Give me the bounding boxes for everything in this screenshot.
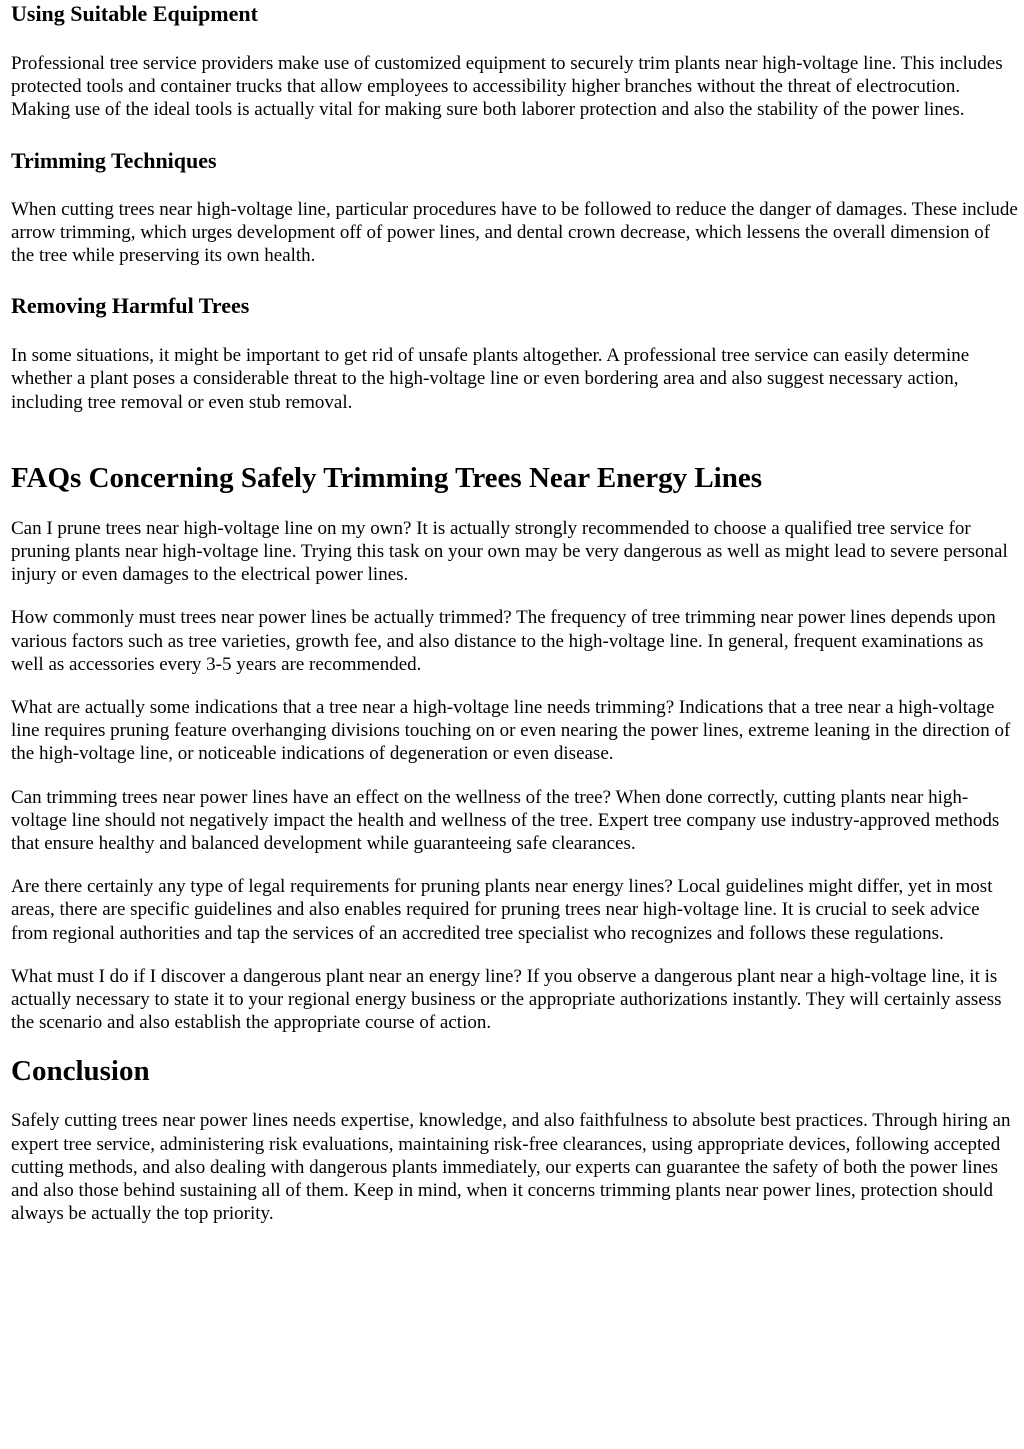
section-paragraph-equipment: Professional tree service providers make use of customized equipment to securely trim plants near high-voltage line. This includes protected tools and container trucks that allow employees to accessibility higher branches without the threat of electrocution. Making use of the ideal tools is actually vital for making sure both laborer protection and also the stability of the power lines. <box>11 53 1003 121</box>
conclusion-paragraph: Safely cutting trees near power lines needs expertise, knowledge, and also faithfulness to absolute best practices. Through hiring an expert tree service, administering risk evaluations, maintaining risk-free clearances, using appropriate devices, following accepted cutting methods, and also dealing with dangerous plants immediately, our experts can guarantee the safety of both the power lines and also those behind sustaining all of them. Keep in mind, when it concerns trimming plants near power lines, protection should always be actually the top priority. <box>11 1110 1011 1225</box>
section-paragraph-removing: In some situations, it might be important to get rid of unsafe plants altogether. A professional tree service can easily determine whether a plant poses a considerable threat to the high-voltage line or even bordering area and also suggest necessary action, including tree removal or even stub removal. <box>11 345 970 413</box>
faq-item: What are actually some indications that a tree near a high-voltage line needs trimming? Indications that a tree near a high-voltage line requires pruning feature overhanging divisions touching on or even nearing the power lines, extreme leaning in the direction of the high-voltage line, or noticeable indications of degeneration or even disease. <box>11 697 1011 765</box>
faq-item: Can I prune trees near high-voltage line on my own? It is actually strongly recommended to choose a qualified tree service for pruning plants near high-voltage line. Trying this task on your own may be very dangerous as well as might lead to severe personal injury or even damages to the electrical power lines. <box>11 517 1008 586</box>
faq-item: What must I do if I discover a dangerous plant near an energy line? If you observe a dangerous plant near a high-voltage line, it is actually necessary to state it to your regional energy business or the appropriate authorizations instantly. They will certainly assess the scenario and also establish the appropriate course of action. <box>11 965 1002 1034</box>
conclusion-heading: Conclusion <box>11 1055 150 1088</box>
faq-item: Are there certainly any type of legal requirements for pruning plants near energy lines? Local guidelines might differ, yet in most areas, there are specific guidelines and also enables required for pruning trees near high-voltage line. It is crucial to seek advice from regional authorities and tap the services of an accredited tree specialist who recognizes and follows these regulations. <box>11 876 993 944</box>
article-body <box>0 1 1024 1226</box>
faq-item: Can trimming trees near power lines have an effect on the wellness of the tree? When done correctly, cutting plants near high-voltage line should not negatively impact the health and wellness of the tree. Expert tree company use industry-approved methods that ensure healthy and balanced development while guaranteeing safe clearances. <box>11 786 1000 855</box>
section-heading-trimming: Trimming Techniques <box>11 147 217 173</box>
section-heading-equipment: Using Suitable Equipment <box>11 1 258 26</box>
faqs-heading: FAQs Concerning Safely Trimming Trees Near Energy Lines <box>11 461 763 494</box>
section-heading-removing: Removing Harmful Trees <box>11 293 250 319</box>
faq-item: How commonly must trees near power lines be actually trimmed? The frequency of tree trimming near power lines depends upon various factors such as tree varieties, growth fee, and also distance to the high-voltage line. In general, frequent examinations as well as accessories every 3-5 years are recommended. <box>11 607 996 675</box>
section-paragraph-trimming: When cutting trees near high-voltage line, particular procedures have to be followed to reduce the danger of damages. These include arrow trimming, which urges development off of power lines, and dental crown decrease, which lessens the overall dimension of the tree while preserving its own health. <box>11 198 1018 267</box>
